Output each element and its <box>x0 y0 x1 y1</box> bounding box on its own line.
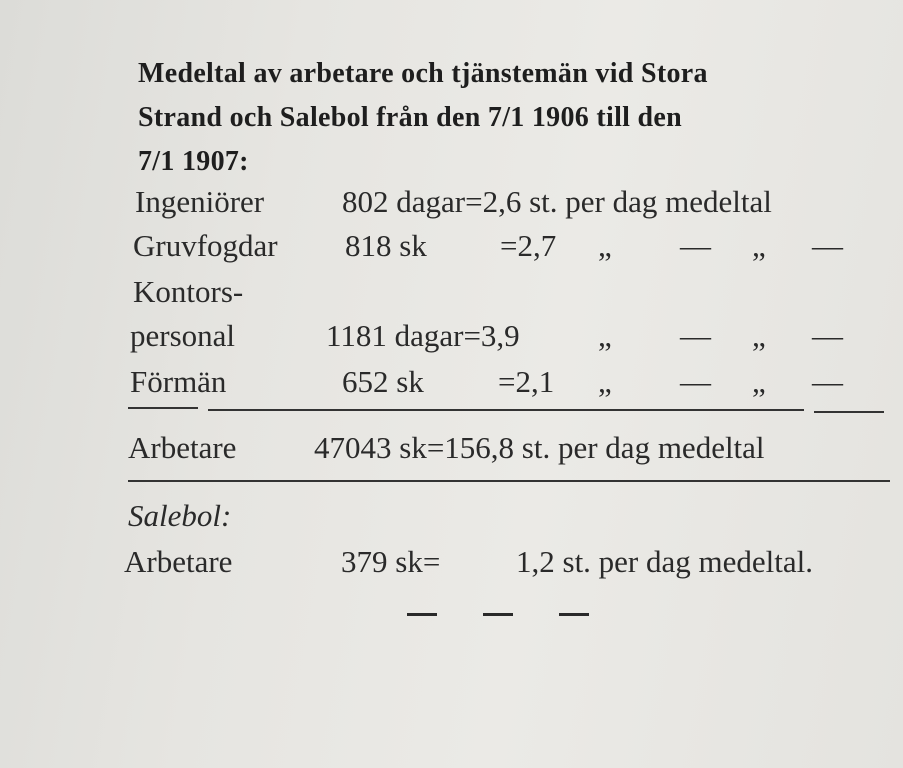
row-label: Arbetare <box>124 544 233 579</box>
row-amount: 379 sk= <box>341 544 441 579</box>
row-forman <box>0 364 903 404</box>
row-gruvfogdar <box>0 228 903 268</box>
ditto-mark: „ <box>752 228 766 263</box>
ditto-dash: — <box>812 228 843 263</box>
section-salebol <box>0 498 903 538</box>
heading-line-2: Strand och Salebol från den 7/1 1906 till den <box>138 102 683 133</box>
ditto-dash: — <box>680 364 711 399</box>
row-salebol-arbetare <box>0 544 903 584</box>
table-heading <box>138 52 888 184</box>
closing-dash <box>407 613 437 616</box>
row-amount: 818 sk <box>345 228 427 263</box>
section-heading: Salebol: <box>128 498 232 533</box>
heading-line-3: 7/1 1907: <box>138 146 249 177</box>
row-value: =2,7 <box>500 228 557 263</box>
row-label: Gruvfogdar <box>133 228 278 263</box>
sum-rule <box>208 409 804 411</box>
row-personal <box>0 318 903 358</box>
row-label: Förmän <box>130 364 227 399</box>
ditto-mark: „ <box>598 364 612 399</box>
row-label: Kontors- <box>133 274 244 309</box>
row-amount: 47043 sk=156,8 st. per dag medeltal <box>314 430 765 465</box>
sum-rule <box>128 407 198 409</box>
closing-dash <box>559 613 589 616</box>
ditto-dash: — <box>680 228 711 263</box>
ditto-dash: — <box>812 364 843 399</box>
ditto-mark: „ <box>598 228 612 263</box>
row-label: personal <box>130 318 236 353</box>
ditto-mark: „ <box>752 318 766 353</box>
row-amount: 802 dagar=2,6 st. per dag medeltal <box>342 184 772 219</box>
heading-line-1: Medeltal av arbetare och tjänstemän vid Stora <box>138 58 708 89</box>
closing-dash <box>483 613 513 616</box>
row-ingeniorer <box>0 184 903 224</box>
row-value: 1,2 st. per dag medeltal. <box>516 544 813 579</box>
ditto-mark: „ <box>598 318 612 353</box>
ditto-dash: — <box>812 318 843 353</box>
row-amount: 652 sk <box>342 364 424 399</box>
row-label: Ingeniörer <box>135 184 265 219</box>
row-kontors <box>0 274 903 314</box>
ditto-mark: „ <box>752 364 766 399</box>
sum-rule <box>814 411 884 413</box>
total-rule <box>128 480 890 482</box>
row-amount: 1181 dagar=3,9 <box>326 318 520 353</box>
ditto-dash: — <box>680 318 711 353</box>
row-value: =2,1 <box>498 364 555 399</box>
row-arbetare-total <box>0 430 903 470</box>
row-label: Arbetare <box>128 430 237 465</box>
